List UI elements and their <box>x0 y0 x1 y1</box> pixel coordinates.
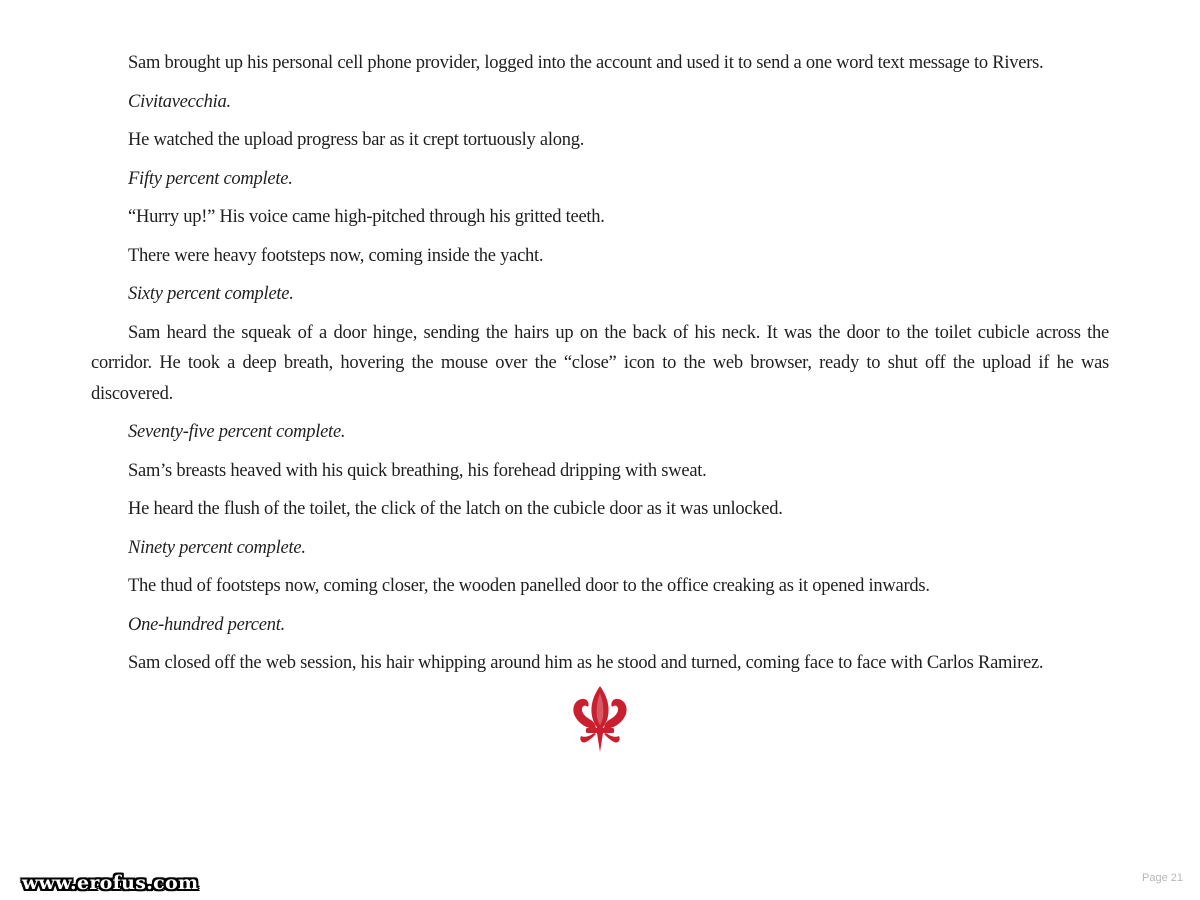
paragraph-5: “Hurry up!” His voice came high-pitched through his gritted teeth. <box>128 207 605 227</box>
paragraph-14: One-hundred percent. <box>128 614 285 635</box>
paragraph-12: Ninety percent complete. <box>128 537 306 558</box>
paragraph-3: He watched the upload progress bar as it crept tortuously along. <box>128 130 585 150</box>
paragraph-10: Sam’s breasts heaved with his quick breathing, his forehead dripping with sweat. <box>128 460 707 481</box>
watermark-text: www.erofus.com <box>22 872 199 894</box>
page-body <box>91 48 1109 687</box>
paragraph-1: Sam brought up his personal cell phone provider, logged into the account and used it to send a one word text message to Rivers. <box>128 53 1044 73</box>
fleur-de-lis-icon <box>569 684 631 754</box>
paragraph-2: Civitavecchia. <box>128 91 231 112</box>
page-number: Page 21 <box>1142 872 1183 884</box>
paragraph-4: Fifty percent complete. <box>128 168 293 189</box>
paragraph-6: There were heavy footsteps now, coming inside the yacht. <box>128 245 544 266</box>
paragraph-15: Sam closed off the web session, his hair whipping around him as he stood and turned, coming face to face with Carlos Ramirez. <box>128 653 1044 673</box>
paragraph-9: Seventy-five percent complete. <box>128 422 346 442</box>
paragraph-8: Sam heard the squeak of a door hinge, sending the hairs up on the back of his neck. It was the door to the toilet cubicle across the corridor. He took a deep breath, hovering the mouse over the “close” icon to the web browser, ready to shut off the upload if he was discovered. <box>91 322 1109 404</box>
paragraph-11: He heard the flush of the toilet, the click of the latch on the cubicle door as it was unlocked. <box>128 499 783 519</box>
paragraph-7: Sixty percent complete. <box>128 284 294 304</box>
paragraph-13: The thud of footsteps now, coming closer, the wooden panelled door to the office creaking as it opened inwards. <box>128 576 930 596</box>
